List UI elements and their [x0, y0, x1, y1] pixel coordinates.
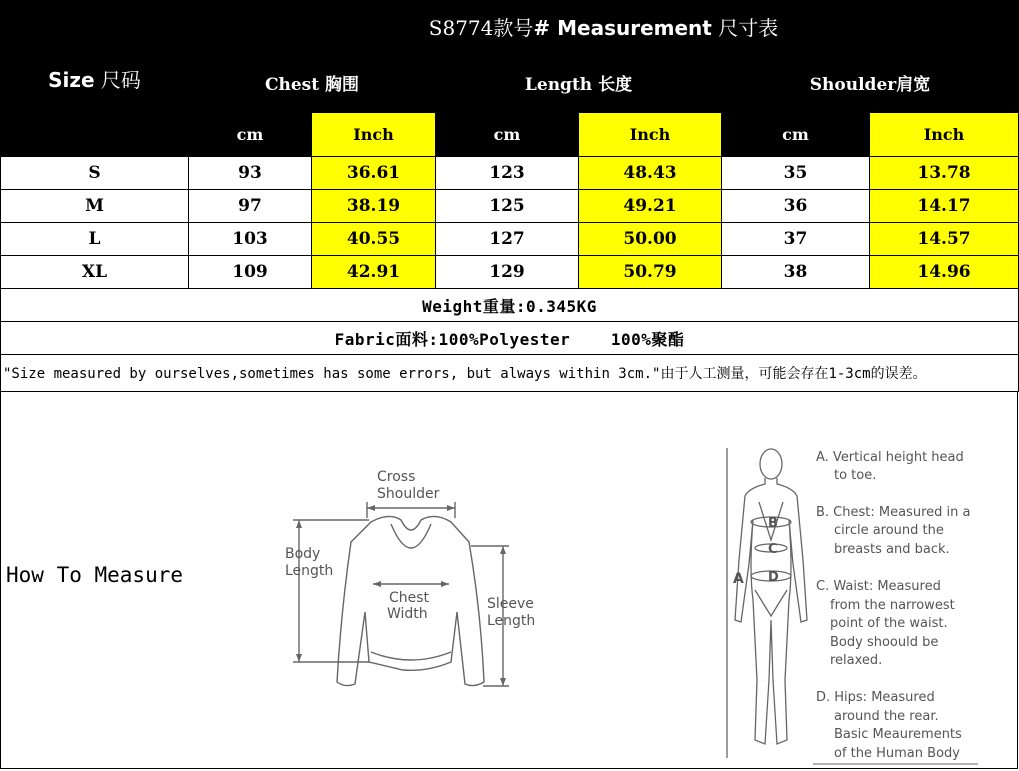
hips-marker-letter: D — [768, 570, 779, 585]
table-row — [1, 190, 1019, 223]
how-to-measure-label: How To Measure — [6, 563, 184, 587]
shoulder-inch-cell: 13.78 — [870, 157, 1019, 190]
shoulder-inch-cell: 14.57 — [870, 223, 1019, 256]
note-c-line: relaxed. — [830, 653, 883, 668]
shoulder-inch-cell: 14.17 — [870, 190, 1019, 223]
waist-marker-letter: C — [768, 542, 778, 557]
note-c-line: C. Waist: Measured — [816, 579, 941, 594]
chest-marker-letter: B — [768, 516, 778, 531]
chart-title: S8774款号# Measurement 尺寸表 — [189, 1, 1019, 53]
note-c-line: from the narrowest — [830, 598, 955, 613]
note-b-line: B. Chest: Measured in a — [816, 505, 971, 520]
chest-inch-cell: 42.91 — [312, 256, 436, 289]
unit-header-inch: Inch — [312, 113, 436, 157]
chest-width-label: Width — [387, 606, 428, 622]
shoulder-cm-cell: 38 — [722, 256, 870, 289]
size-column-header: Size 尺码 — [1, 1, 189, 157]
chest-cm-cell: 97 — [189, 190, 312, 223]
length-cm-cell: 123 — [436, 157, 579, 190]
measurement-note: "Size measured by ourselves,sometimes has some errors, but always within 3cm."由于人工测量，可能会存在1-3cm的误差。 — [1, 355, 1019, 392]
unit-header-cm: cm — [189, 113, 312, 157]
chest-width-label: Chest — [389, 590, 430, 606]
garment-diagram — [279, 462, 539, 702]
shoulder-group-header: Shoulder肩宽 — [722, 53, 1019, 113]
weight-row: Weight重量:0.345KG — [1, 289, 1019, 322]
length-cm-cell: 125 — [436, 190, 579, 223]
shoulder-inch-cell: 14.96 — [870, 256, 1019, 289]
chest-cm-cell: 103 — [189, 223, 312, 256]
chest-cm-cell: 109 — [189, 256, 312, 289]
body-length-label: Length — [285, 563, 334, 579]
height-marker-letter: A — [733, 571, 744, 587]
body-notes — [813, 444, 1013, 766]
note-c-line: Body shoould be — [830, 635, 939, 650]
note-d-line: D. Hips: Measured — [816, 690, 935, 705]
size-cell: S — [1, 157, 189, 190]
note-a-line: to toe. — [834, 468, 877, 483]
note-d-line: of the Human Body — [834, 746, 960, 761]
table-row — [1, 256, 1019, 289]
shoulder-cm-cell: 37 — [722, 223, 870, 256]
length-inch-cell: 50.00 — [579, 223, 722, 256]
note-a-line: A. Vertical height head — [816, 450, 964, 465]
note-b-line: circle around the — [834, 523, 944, 538]
size-cell: M — [1, 190, 189, 223]
chest-inch-cell: 40.55 — [312, 223, 436, 256]
note-b-line: breasts and back. — [834, 542, 950, 557]
how-to-measure-section — [0, 392, 1018, 769]
unit-header-inch: Inch — [579, 113, 722, 157]
note-c-line: point of the waist. — [830, 616, 948, 631]
chest-cm-cell: 93 — [189, 157, 312, 190]
unit-header-cm: cm — [722, 113, 870, 157]
cross-shoulder-label: Shoulder — [377, 486, 440, 502]
body-figure — [719, 440, 819, 766]
cross-shoulder-label: Cross — [377, 469, 416, 485]
shoulder-cm-cell: 35 — [722, 157, 870, 190]
fabric-row: Fabric面料:100%Polyester 100%聚酯 — [1, 322, 1019, 355]
unit-header-cm: cm — [436, 113, 579, 157]
shoulder-cm-cell: 36 — [722, 190, 870, 223]
sleeve-length-label: Length — [487, 613, 536, 629]
table-row — [1, 223, 1019, 256]
chest-inch-cell: 38.19 — [312, 190, 436, 223]
length-cm-cell: 129 — [436, 256, 579, 289]
size-cell: L — [1, 223, 189, 256]
note-d-line: Basic Meaurements — [834, 727, 962, 742]
table-row — [1, 157, 1019, 190]
length-group-header: Length 长度 — [436, 53, 722, 113]
length-inch-cell: 50.79 — [579, 256, 722, 289]
length-inch-cell: 49.21 — [579, 190, 722, 223]
length-inch-cell: 48.43 — [579, 157, 722, 190]
size-cell: XL — [1, 256, 189, 289]
note-d-line: around the rear. — [834, 709, 939, 724]
unit-header-inch: Inch — [870, 113, 1019, 157]
sleeve-length-label: Sleeve — [487, 596, 534, 612]
chest-group-header: Chest 胸围 — [189, 53, 436, 113]
chest-inch-cell: 36.61 — [312, 157, 436, 190]
body-length-label: Body — [285, 546, 321, 562]
length-cm-cell: 127 — [436, 223, 579, 256]
